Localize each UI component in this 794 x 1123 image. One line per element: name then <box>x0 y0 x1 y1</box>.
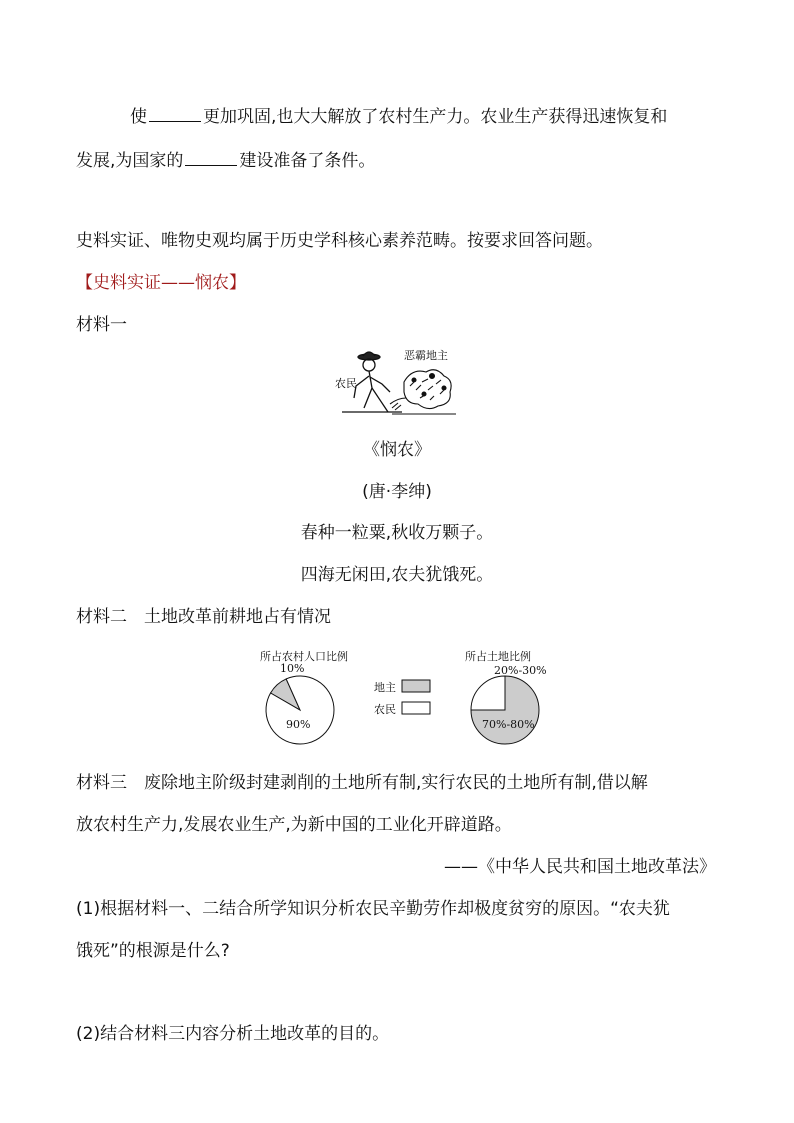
question-1-line-2: 饿死”的根源是什么? <box>76 941 230 961</box>
cartoon-farmer-label: 农民 <box>335 377 357 390</box>
passage-text-2b: 建设准备了条件。 <box>239 151 376 171</box>
pie1-group <box>266 662 334 744</box>
section-heading: 【史料实证——悯农】 <box>76 273 246 293</box>
pie1-value-label-2: 90% <box>286 718 311 731</box>
question-2: (2)结合材料三内容分析土地改革的目的。 <box>76 1024 390 1044</box>
material3-line-1: 材料三 废除地主阶级封建剥削的土地所有制,实行农民的土地所有制,借以解 <box>76 773 648 793</box>
legend-farmer-label: 农民 <box>374 703 396 716</box>
land-ownership-pie-charts <box>250 646 560 750</box>
answer-blank-2[interactable] <box>185 148 237 166</box>
passage-text-2a: 发展,为国家的 <box>76 151 184 171</box>
pie1-title: 所占农村人口比例 <box>260 650 348 663</box>
question-1-line-1: (1)根据材料一、二结合所学知识分析农民辛勤劳作却极度贫穷的原因。“农夫犹 <box>76 899 670 919</box>
poem-author: (唐·李绅) <box>362 482 432 502</box>
pie2-value-label-1: 20%-30% <box>494 664 547 677</box>
legend-landlord-swatch <box>402 680 430 692</box>
material3-line-2: 放农村生产力,发展农业生产,为新中国的工业化开辟道路。 <box>76 815 512 835</box>
passage-text-1b: 更加巩固,也大大解放了农村生产力。农业生产获得迅速恢复和 <box>203 107 668 127</box>
poem-line-2: 四海无闲田,农夫犹饿死。 <box>300 565 494 585</box>
passage-text-1a: 使 <box>130 107 147 127</box>
material2-label: 材料二 土地改革前耕地占有情况 <box>76 607 331 627</box>
answer-blank-1[interactable] <box>149 104 201 122</box>
pie1-value-label-1: 10% <box>280 662 305 675</box>
pie2-value-label-2: 70%-80% <box>482 718 535 731</box>
pie2-group <box>471 664 547 744</box>
passage-line-1 <box>130 104 667 127</box>
landlord-figure <box>390 370 456 414</box>
pie2-title: 所占土地比例 <box>465 650 531 663</box>
material1-label: 材料一 <box>76 315 127 335</box>
legend-landlord-label: 地主 <box>374 681 396 694</box>
legend-farmer-swatch <box>402 702 430 714</box>
material3-source: ——《中华人民共和国土地改革法》 <box>444 857 716 877</box>
passage-line-2 <box>76 148 375 171</box>
pie2-slice-1 <box>471 676 505 710</box>
intro-text: 史料实证、唯物史观均属于历史学科核心素养范畴。按要求回答问题。 <box>76 231 603 251</box>
cartoon-landlord-label: 恶霸地主 <box>404 349 448 362</box>
poem-line-1: 春种一粒粟,秋收万颗子。 <box>300 523 494 543</box>
poem-title: 《悯农》 <box>363 440 431 460</box>
cartoon-illustration <box>332 346 458 418</box>
